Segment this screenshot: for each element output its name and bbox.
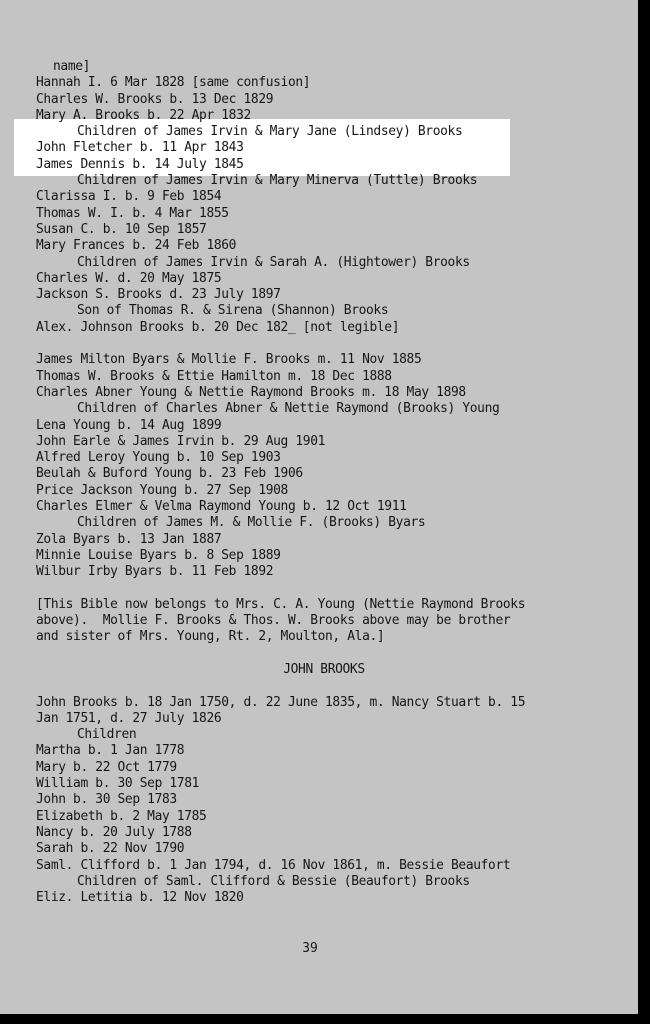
text-line: Alfred Leroy Young b. 10 Sep 1903 xyxy=(36,450,281,466)
text-line: Charles W. d. 20 May 1875 xyxy=(36,270,222,286)
text-line: Lena Young b. 14 Aug 1899 xyxy=(36,417,222,433)
text-line: Hannah I. 6 Mar 1828 [same confusion] xyxy=(36,75,311,91)
text-line: Children of Saml. Clifford & Bessie (Beaufort) Brooks xyxy=(77,873,470,889)
text-line: Children of James Irvin & Sarah A. (Hightower) Brooks xyxy=(77,254,470,270)
text-line: Saml. Clifford b. 1 Jan 1794, d. 16 Nov 1861, m. Bessie Beaufort xyxy=(36,857,511,873)
text-line: Thomas W. I. b. 4 Mar 1855 xyxy=(36,205,229,221)
text-line: Zola Byars b. 13 Jan 1887 xyxy=(36,531,222,547)
text-line: Charles W. Brooks b. 13 Dec 1829 xyxy=(36,91,274,107)
text-line: Alex. Johnson Brooks b. 20 Dec 182_ [not legible] xyxy=(36,319,400,335)
document-text xyxy=(36,59,636,906)
text-line: Eliz. Letitia b. 12 Nov 1820 xyxy=(36,890,244,906)
text-line: James Milton Byars & Mollie F. Brooks m. 11 Nov 1885 xyxy=(36,352,422,368)
text-line: John Brooks b. 18 Jan 1750, d. 22 June 1835, m. Nancy Stuart b. 15 xyxy=(36,694,526,710)
text-line: Children of James Irvin & Mary Jane (Lindsey) Brooks xyxy=(77,124,463,140)
spacer xyxy=(36,646,636,662)
text-line: Susan C. b. 10 Sep 1857 xyxy=(36,221,207,237)
text-line: Children of Charles Abner & Nettie Raymond (Brooks) Young xyxy=(77,401,500,417)
text-line: Beulah & Buford Young b. 23 Feb 1906 xyxy=(36,466,303,482)
text-line: Price Jackson Young b. 27 Sep 1908 xyxy=(36,482,288,498)
text-line: Mary A. Brooks b. 22 Apr 1832 xyxy=(36,107,251,123)
text-line: Martha b. 1 Jan 1778 xyxy=(36,743,185,759)
spacer xyxy=(36,678,636,694)
text-line: above). Mollie F. Brooks & Thos. W. Brooks above may be brother xyxy=(36,613,511,629)
text-line: John Fletcher b. 11 Apr 1843 xyxy=(36,140,244,156)
text-line: Charles Abner Young & Nettie Raymond Brooks m. 18 May 1898 xyxy=(36,384,466,400)
text-line: Thomas W. Brooks & Ettie Hamilton m. 18 Dec 1888 xyxy=(36,368,392,384)
text-line: John b. 30 Sep 1783 xyxy=(36,792,177,808)
text-line: Children of James Irvin & Mary Minerva (Tuttle) Brooks xyxy=(77,173,478,189)
text-line: Jackson S. Brooks d. 23 July 1897 xyxy=(36,287,281,303)
text-line: Son of Thomas R. & Sirena (Shannon) Brooks xyxy=(77,303,389,319)
section-title: JOHN BROOKS xyxy=(283,661,365,677)
spacer xyxy=(36,581,636,597)
text-line: Mary Frances b. 24 Feb 1860 xyxy=(36,238,237,254)
text-line: and sister of Mrs. Young, Rt. 2, Moulton, Ala.] xyxy=(36,629,385,645)
page-number: 39 xyxy=(302,941,318,956)
text-line: Elizabeth b. 2 May 1785 xyxy=(36,808,207,824)
text-line: William b. 30 Sep 1781 xyxy=(36,776,200,792)
text-line: Children xyxy=(77,727,137,743)
text-line: name] xyxy=(53,59,91,74)
text-line: Wilbur Irby Byars b. 11 Feb 1892 xyxy=(36,564,274,580)
text-line: Sarah b. 22 Nov 1790 xyxy=(36,841,185,857)
text-line: Mary b. 22 Oct 1779 xyxy=(36,759,177,775)
spacer xyxy=(36,336,636,352)
text-line: Children of James M. & Mollie F. (Brooks) Byars xyxy=(77,515,426,531)
text-line: Minnie Louise Byars b. 8 Sep 1889 xyxy=(36,547,281,563)
text-line: Charles Elmer & Velma Raymond Young b. 12 Oct 1911 xyxy=(36,499,407,515)
text-line: Clarissa I. b. 9 Feb 1854 xyxy=(36,189,222,205)
text-line: Jan 1751, d. 27 July 1826 xyxy=(36,710,222,726)
text-line: John Earle & James Irvin b. 29 Aug 1901 xyxy=(36,433,326,449)
text-line: Nancy b. 20 July 1788 xyxy=(36,824,192,840)
text-line: [This Bible now belongs to Mrs. C. A. Young (Nettie Raymond Brooks xyxy=(36,596,526,612)
text-line: James Dennis b. 14 July 1845 xyxy=(36,156,244,172)
